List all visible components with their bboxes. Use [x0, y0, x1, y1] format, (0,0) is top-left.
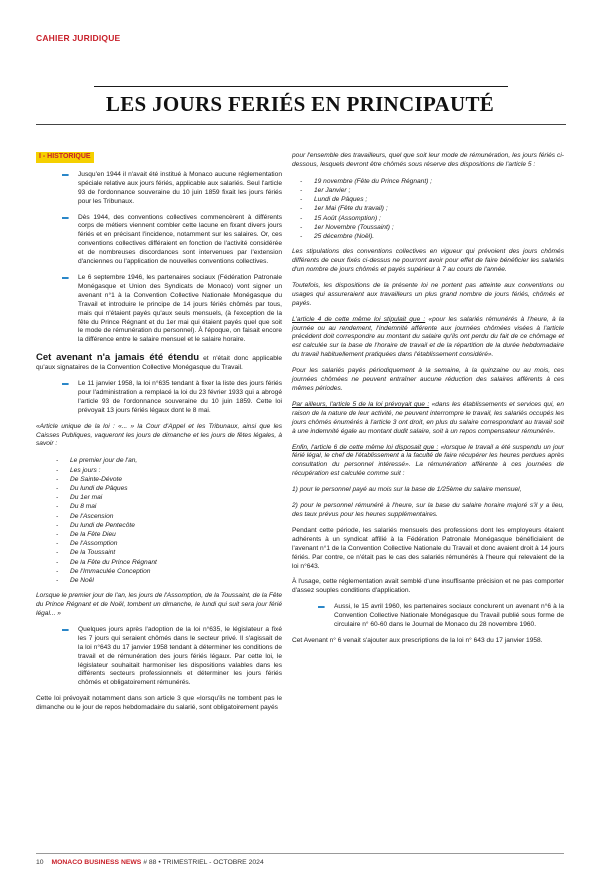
paragraph: Pendant cette période, les salariés mensuels des professions dont les employeurs étaient adhérents à un syndicat affilié à la Fédération Patronale Monégasque bénéficiaient de l'avenant n°1 de la Convention Collective Nationale du Travail et donc avaient droit à 14 jours fériés. Par contre, ce n'était pas le cas des salariés rémunérés à l'heure qui relevaient de la loi n°643.	[292, 526, 564, 570]
list-item: - Du 8 mai	[36, 502, 282, 511]
bullet-5: ▬ Quelques jours après l'adoption de la loi n°635, le législateur a fixé les 7 jours qui seraient chômés dans le secteur privé. Il s'agissait de la loi n°643 du 17 janvier 1958 tendant à déterminer les conditions de travail et de rémunération des jours fériés légaux. Par cette loi, le législateur souhaitait harmoniser les dispositions valables dans les différents secteurs professionnels et déterminer les jours fériés chômés et obligatoirement rémunérés.	[62, 625, 282, 687]
title-rule	[36, 124, 566, 125]
bullet-dash-icon: ▬	[62, 170, 69, 178]
list-item: - De la Toussaint	[36, 548, 282, 557]
page-number: 10	[36, 859, 44, 866]
article-6-paragraph: Enfin, l'article 6 de cette même loi disposait que : «lorsque le travail a été suspendu un jour férié légal, le chef de l'établissement a la faculté de faire récupérer les heures perdues après consultation du personnel intéressé». La rémunération afférente à ces journées de récupération est calculée comme suit :	[292, 443, 565, 478]
right-column	[292, 152, 564, 653]
list-item: - 15 Août (Assomption) ;	[292, 214, 564, 223]
bullet-2: ▬ Dès 1944, des conventions collectives commencèrent à différents corps de métiers viennent combler cette lacune en fixant divers jours fériés et en précisant l'incidence, notamment sur les salaires. Or, ces conventions collectives différaient en fonction de l'activité considérée et de nombreuses discordances sont intervenues par l'extension d'anciennes ou l'application de nouvelles conventions collectives.	[62, 213, 282, 266]
lead-paragraph: Cet avenant n'a jamais été étendu et n'était donc applicable qu'aux signataires de la Convention Collective Monégasque du Travail.	[36, 352, 282, 372]
list-item: - De la Fête du Prince Régnant	[36, 558, 282, 567]
law-quote: «Article unique de la loi : «... » la Cour d'Appel et les Tribunaux, ainsi que les Caisses Publiques, vaqueront les jours de dimanche et les jours de fêtes légales, à savoir :	[36, 422, 282, 448]
holiday-list-1958	[36, 456, 282, 585]
list-item: - De la Fête Dieu	[36, 530, 282, 539]
article-3-continued: pour l'ensemble des travailleurs, quel que soit leur mode de rémunération, les jours fériés ci-dessous, lesquels devront être chômés sous réserve des dispositions de l'article 5 :	[292, 152, 564, 168]
list-item: - De Noël	[36, 576, 282, 585]
list-item: - De l'Assomption	[36, 539, 282, 548]
section-tag: CAHIER JURIDIQUE	[36, 33, 121, 43]
list-item: - 1er Novembre (Toussaint) ;	[292, 223, 564, 232]
title-top-rule	[94, 86, 508, 87]
footer	[36, 859, 264, 866]
list-item: - De Sainte-Dévote	[36, 475, 282, 484]
paragraph: À l'usage, cette réglementation avait semblé d'une insuffisante précision et ne pas comporter d'assez souples conditions d'application.	[292, 578, 564, 595]
paragraph: 2) pour le personnel rémunéré à l'heure, sur la base du salaire horaire majoré s'il y a lieu, des taux prévus pour les heures supplémentaires.	[292, 502, 564, 518]
list-item: - 1er Mai (Fête du travail) ;	[292, 204, 564, 213]
paragraph: 1) pour le personnel payé au mois sur la base de 1/25ème du salaire mensuel,	[292, 486, 522, 494]
left-column	[36, 152, 282, 720]
bullet-dash-icon: ▬	[62, 273, 69, 281]
bullet-3: ▬ Le 6 septembre 1946, les partenaires sociaux (Fédération Patronale Monégasque et Union des Syndicats de Monaco) vont signer un avenant n°1 à la Convention Collective Nationale Monégasque du Travail et introduire le principe de 14 jours fériés chômés par tous, mais qui n'étaient payés qu'aux seuls mensuels, (à l'exception de la fête du Prince Régnant et du 1er mai qui étaient payés quel que soit le mode de rémunération du personnel). À l'époque, on faisait encore la différence entre le salaire mensuel et le salaire horaire.	[62, 273, 282, 344]
list-item: - Du lundi de Pentecôte	[36, 521, 282, 530]
bullet-4: ▬ Le 11 janvier 1958, la loi n°635 tendant à fixer la liste des jours fériés pour l'administration a remplacé la loi du 23 février 1933 qui a abrogé l'article 93 de l'ordonnance souveraine du 10 juin 1859. Cette loi prévoyait 13 jours fériés légaux dont le 8 mai.	[62, 380, 282, 414]
list-item: - Lundi de Pâques ;	[292, 195, 564, 204]
list-item: - Le premier jour de l'an,	[36, 456, 282, 465]
law-quote-end: Lorsque le premier jour de l'an, les jours de l'Assomption, de la Toussaint, de la Fête du Prince Régnant et de Noël, tombent un dimanche, le lundi qui suit sera jour férié légal... »	[36, 592, 283, 618]
paragraph: Pour les salariés payés périodiquement à la semaine, à la quinzaine ou au mois, ces journées chômées ne peuvent entraîner aucune réduction des salaires afférents à ces mêmes périodes.	[292, 367, 564, 393]
footer-rule	[36, 853, 564, 854]
list-item: - 1er Janvier ;	[292, 186, 564, 195]
magazine-name: MONACO BUSINESS NEWS	[51, 859, 142, 866]
issue-info: # 88 • TRIMESTRIEL - OCTOBRE 2024	[143, 859, 264, 866]
paragraph: Cet Avenant n° 6 venait s'ajouter aux prescriptions de la loi n° 643 du 17 janvier 1958.	[292, 636, 543, 644]
section-heading: I - HISTORIQUE	[36, 152, 94, 163]
bullet-dash-icon: ▬	[62, 625, 69, 633]
list-item: - De l'Ascension	[36, 512, 282, 521]
bullet-dash-icon: ▬	[62, 213, 69, 221]
list-item: - 19 novembre (Fête du Prince Régnant) ;	[292, 177, 564, 186]
article-5-paragraph: Par ailleurs, l'article 5 de la loi prévoyait que : «dans les établissements et services qui, en raison de la nature de leur activité, ne peuvent interrompre le travail, les salariés occupés les jours chômés énumérés à l'article 3 ont droit, en plus du salaire correspondant au travail soit à une indemnité égale au montant dudit salaire, soit à un repos compensateur rémunéré».	[292, 400, 564, 435]
bullet-dash-icon: ▬	[318, 603, 325, 611]
page-title: LES JOURS FERIÉS EN PRINCIPAUTÉ	[105, 92, 495, 116]
bullet-dash-icon: ▬	[62, 380, 69, 388]
article-3-intro: Cette loi prévoyait notamment dans son article 3 que «lorsqu'ils ne tombent pas le dimanche ou le jour de repos hebdomadaire du salarié, sont obligatoirement payés	[36, 695, 282, 712]
paragraph: Les stipulations des conventions collectives en vigueur qui prévoient des jours chômés différents de ceux fixés ci-dessus ne pourront avoir pour effet de faire bénéficier les salariés d'un nombre de jours chômés et payés supérieur à 7 au cours de l'année.	[292, 248, 564, 274]
list-item: - Du 1er mai	[36, 493, 282, 502]
article-4-paragraph: L'article 4 de cette même loi stipulait que : «pour les salariés rémunérés à l'heure, à la journée ou au rendement, l'indemnité afférente aux journées chômées visées à l'article précédent doit correspondre au montant du salaire qu'ils ont perdu du fait de ce chômage et est calculée sur la base de l'horaire de travail et de la répartition de la durée hebdomadaire du travail habituellement pratiquées dans l'établissement considéré».	[292, 315, 564, 359]
list-item: - 25 décembre (Noël).	[292, 232, 564, 241]
bullet-1: ▬ Jusqu'en 1944 il n'avait été institué à Monaco aucune réglementation spéciale relative aux jours fériés, applicable aux salariés. Seul l'article 93 de l'ordonnance souveraine du 10 juin 1859 fixait les jours fériés pour les Tribunaux.	[62, 170, 282, 205]
bullet-avenant-6: ▬ Aussi, le 15 avril 1960, les partenaires sociaux conclurent un avenant n°6 à la Convention Collective Nationale Monégasque du Travail publié sous forme de circulaire n° 60-60 dans le Journal de Monaco du 28 novembre 1960.	[318, 603, 564, 629]
list-item: - Du lundi de Pâques	[36, 484, 282, 493]
paragraph: Toutefois, les dispositions de la présente loi ne portent pas atteinte aux conventions ou usages qui assureraient aux travailleurs un plus grand nombre de jours fériés, chômés et payés.	[292, 281, 564, 307]
list-item: - De l'Immaculée Conception	[36, 567, 282, 576]
list-item: - Les jours :	[36, 466, 282, 475]
holiday-list-article-3	[292, 177, 564, 241]
